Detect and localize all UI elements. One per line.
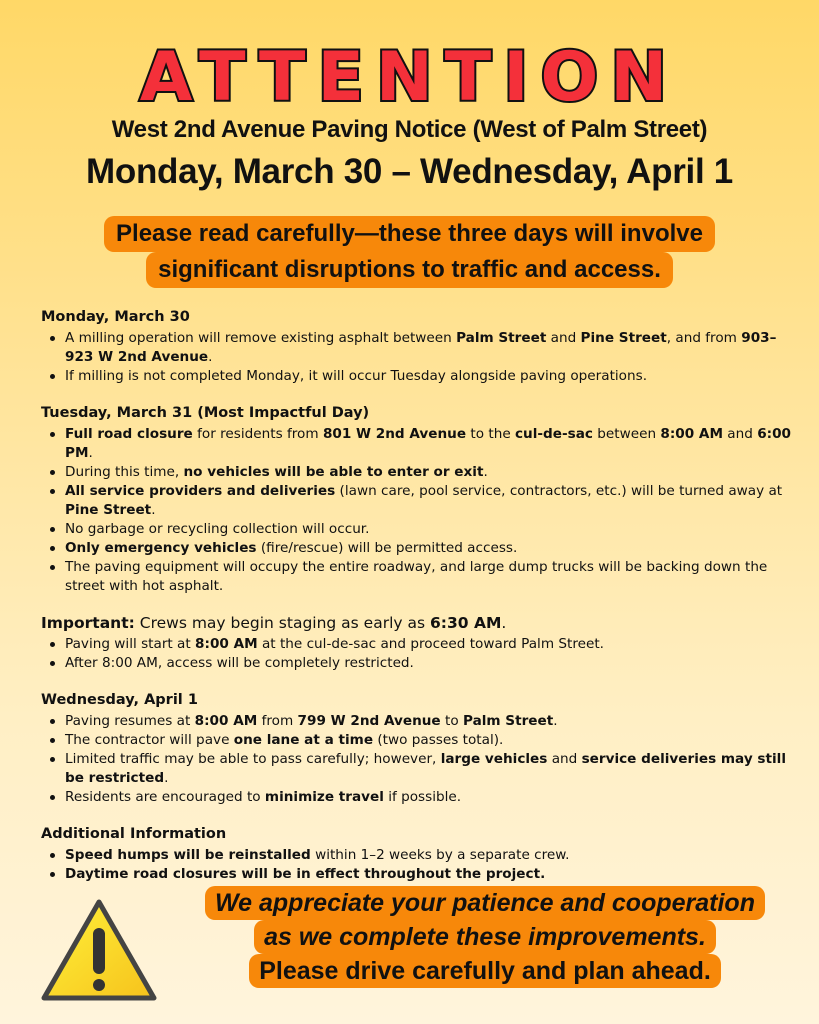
text: . xyxy=(483,464,488,480)
schedule-section xyxy=(41,825,791,884)
bold-text: Pine Street xyxy=(65,502,152,518)
text: between xyxy=(592,426,661,442)
bold-text: Pine Street xyxy=(580,330,667,346)
bullet-list xyxy=(41,329,791,386)
bold-text: large vehicles xyxy=(440,751,548,767)
list-item xyxy=(41,865,791,884)
text: Paving resumes at xyxy=(65,713,195,729)
bold-text: 799 W 2nd Avenue xyxy=(297,713,441,729)
date-range: Monday, March 30 – Wednesday, April 1 xyxy=(86,152,733,191)
list-item xyxy=(41,731,791,750)
bold-text: Palm Street xyxy=(462,713,554,729)
text: within 1–2 weeks by a separate crew. xyxy=(310,847,570,863)
text: to the xyxy=(466,426,515,442)
bullet-list xyxy=(41,846,791,884)
text: . xyxy=(164,770,169,786)
bold-text: 903–923 W 2nd Avenue xyxy=(65,330,777,365)
warning-sign-icon xyxy=(40,898,158,1004)
attention-title: ATTENTION xyxy=(139,38,680,117)
text: Paving will start at xyxy=(65,636,196,652)
text: at the cul-de-sac and proceed toward Palm Street. xyxy=(257,636,605,652)
closing-message xyxy=(190,886,780,988)
bold-text: Important: xyxy=(41,614,135,632)
list-item xyxy=(41,558,791,596)
text: to xyxy=(440,713,463,729)
bold-text: Speed humps will be reinstalled xyxy=(65,847,311,863)
bullet-list xyxy=(41,712,791,807)
text: . xyxy=(553,713,558,729)
text: If milling is not completed Monday, it will occur Tuesday alongside paving operations. xyxy=(65,368,648,384)
text: . xyxy=(208,349,213,365)
list-item xyxy=(41,425,791,463)
list-item xyxy=(41,712,791,731)
text: for residents from xyxy=(192,426,323,442)
bold-text: no vehicles will be able to enter or exit xyxy=(183,464,484,480)
bold-text: 8:00 AM xyxy=(195,636,258,652)
bold-text: minimize travel xyxy=(264,789,384,805)
section-heading xyxy=(41,614,791,633)
bold-text: 801 W 2nd Avenue xyxy=(322,426,467,442)
closing-line-2 xyxy=(254,920,716,954)
text: Residents are encouraged to xyxy=(65,789,265,805)
list-item xyxy=(41,329,791,367)
section-heading: Tuesday, March 31 (Most Impactful Day) xyxy=(41,405,370,421)
section-heading: Wednesday, April 1 xyxy=(41,692,198,708)
text: , and from xyxy=(666,330,742,346)
closing-text: as we complete these improvements. xyxy=(264,923,706,951)
text: if possible. xyxy=(383,789,462,805)
bold-text: one lane at a time xyxy=(233,732,374,748)
text: . xyxy=(501,614,507,632)
schedule-section xyxy=(41,691,791,807)
text: and xyxy=(547,751,582,767)
text: and xyxy=(722,426,758,442)
text: (lawn care, pool service, contractors, etc.) will be turned away at xyxy=(335,483,783,499)
section-heading: Monday, March 30 xyxy=(41,309,190,325)
text: (two passes total). xyxy=(373,732,504,748)
closing-text: We appreciate your patience and cooperation xyxy=(215,889,755,917)
text: Crews may begin staging as early as xyxy=(134,614,430,632)
closing-line-3: Please drive carefully and plan ahead. xyxy=(249,954,721,988)
text: During this time, xyxy=(65,464,184,480)
schedule-section xyxy=(41,614,791,673)
bold-text: All service providers and deliveries xyxy=(65,483,336,499)
bold-text: cul-de-sac xyxy=(515,426,593,442)
text: from xyxy=(257,713,298,729)
list-item xyxy=(41,750,791,788)
bold-text: Only emergency vehicles xyxy=(65,540,257,556)
text: Limited traffic may be able to pass carefully; however, xyxy=(65,751,441,767)
bold-text: 8:00 AM xyxy=(660,426,723,442)
list-item xyxy=(41,635,791,654)
notice-subtitle: West 2nd Avenue Paving Notice (West of Palm Street) xyxy=(111,116,708,143)
text: . xyxy=(88,445,93,461)
bold-text: Daytime road closures will be in effect throughout the project. xyxy=(65,866,546,882)
notice-banner-line-1 xyxy=(0,216,819,252)
section-heading: Additional Information xyxy=(41,826,227,842)
text: A milling operation will remove existing asphalt between xyxy=(65,330,457,346)
list-item xyxy=(41,463,791,482)
bold-text: Palm Street xyxy=(456,330,547,346)
text: No garbage or recycling collection will occur. xyxy=(65,521,370,537)
text: . xyxy=(151,502,156,518)
closing-line-1 xyxy=(205,886,765,920)
bold-text: 6:30 AM xyxy=(430,614,502,632)
bold-text: 6:00 PM xyxy=(65,426,792,461)
list-item xyxy=(41,367,791,386)
bold-text: 8:00 AM xyxy=(194,713,258,729)
text: and xyxy=(546,330,581,346)
text: The contractor will pave xyxy=(65,732,234,748)
bullet-list xyxy=(41,635,791,673)
list-item xyxy=(41,539,791,558)
text: The paving equipment will occupy the entire roadway, and large dump trucks will be backing down the street with hot asphalt. xyxy=(65,559,768,594)
bullet-list xyxy=(41,425,791,596)
list-item xyxy=(41,846,791,865)
bold-text: Full road closure xyxy=(65,426,193,442)
schedule-content xyxy=(41,308,791,902)
notice-banner-line-2 xyxy=(0,252,819,288)
schedule-section xyxy=(41,404,791,596)
text: (fire/rescue) will be permitted access. xyxy=(256,540,518,556)
bold-text: service deliveries may still be restricted xyxy=(65,751,786,786)
text: After 8:00 AM, access will be completely restricted. xyxy=(65,655,414,671)
notice-banner-text: significant disruptions to traffic and access. xyxy=(146,252,673,288)
list-item xyxy=(41,788,791,807)
list-item xyxy=(41,654,791,673)
list-item xyxy=(41,520,791,539)
list-item xyxy=(41,482,791,520)
notice-banner-text: Please read carefully—these three days will involve xyxy=(104,216,715,252)
schedule-section xyxy=(41,308,791,386)
